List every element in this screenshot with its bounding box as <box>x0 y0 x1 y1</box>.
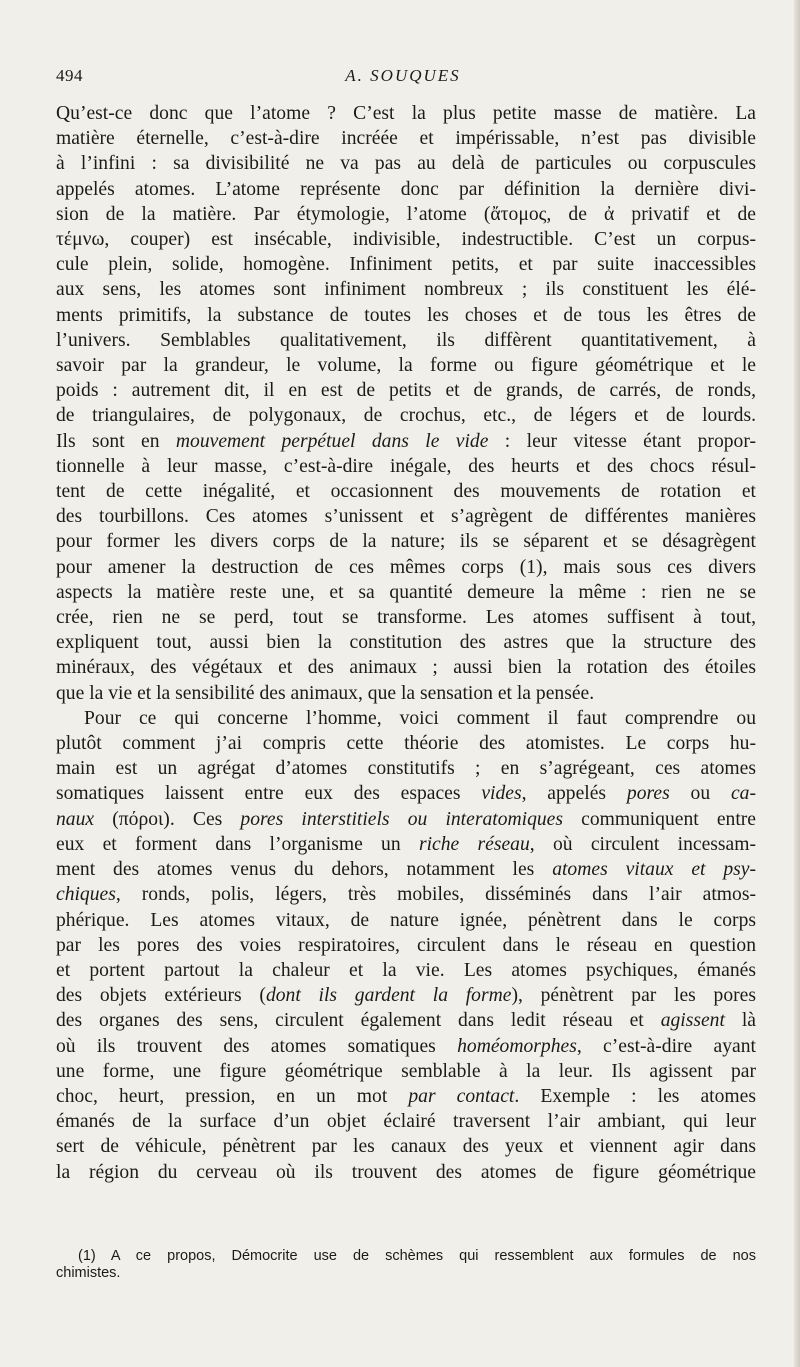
text-run: ment des atomes venus du dehors, notamment les <box>56 859 553 881</box>
italic-text: homéomorphes <box>457 1035 577 1057</box>
text-line: pour amener la destruction de ces mêmes corps (1), mais sous ces divers <box>56 556 756 578</box>
text-line: main est un agrégat d’atomes constitutifs ; en s’agrégeant, ces atomes <box>56 758 756 780</box>
italic-text: dont ils gardent la forme <box>265 985 512 1007</box>
page-number: 494 <box>56 66 83 85</box>
text-line: savoir par la grandeur, le volume, la forme ou figure géométrique et le <box>56 355 756 377</box>
text-run: ou <box>669 783 731 805</box>
text-line <box>56 429 756 454</box>
text-line: l’univers. Semblables qualitativement, ils diffèrent quantitativement, à <box>56 329 756 351</box>
footnote-line: chimistes. <box>56 1265 121 1281</box>
italic-text: atomes vitaux et psy- <box>552 859 756 881</box>
body-text <box>56 101 756 1185</box>
text-line <box>56 1008 756 1033</box>
text-line <box>56 832 756 857</box>
text-run: des organes des sens, circulent également dans ledit réseau et <box>56 1010 661 1032</box>
italic-text: pores interstitiels ou interatomiques <box>240 808 563 830</box>
italic-text: riche réseau <box>418 833 530 855</box>
text-run: Ils sont en <box>56 430 176 452</box>
italic-text: chiques <box>56 884 116 906</box>
text-line <box>56 781 756 806</box>
text-line: tent de cette inégalité, et occasionnent des mouvements de rotation et <box>56 481 756 503</box>
text-run: communiquent entre <box>563 808 756 830</box>
text-run: eux et forment dans l’organisme un <box>56 833 419 855</box>
text-run: : leur vitesse étant propor- <box>488 430 756 452</box>
text-line: une forme, une figure géométrique semblable à la leur. Ils agissent par <box>56 1060 756 1082</box>
text-line <box>56 983 756 1008</box>
text-line: à l’infini : sa divisibilité ne va pas au delà de particules ou corpuscules <box>56 153 756 175</box>
text-line <box>56 807 756 832</box>
text-line <box>56 882 756 907</box>
italic-text: par contact <box>408 1085 515 1107</box>
text-run: des objets extérieurs ( <box>56 985 266 1007</box>
italic-text: ca- <box>730 783 756 805</box>
text-run: là <box>724 1010 756 1032</box>
text-line: tionnelle à leur masse, c’est-à-dire inégale, des heurts et des chocs résul- <box>56 455 756 477</box>
text-line: minéraux, des végétaux et des animaux ; aussi bien la rotation des étoiles <box>56 657 756 679</box>
running-head: A. SOUQUES <box>345 66 461 85</box>
footnote <box>56 1248 756 1282</box>
text-line: que la vie et la sensibilité des animaux, que la sensation et la pensée. <box>56 682 595 704</box>
text-line: τέμνω, couper) est insécable, indivisible, indestructible. C’est un corpus- <box>56 229 756 251</box>
text-line: sert de véhicule, pénètrent par les canaux des yeux et viennent agir dans <box>56 1136 756 1158</box>
text-run: , ronds, polis, légers, très mobiles, disséminés dans l’air atmos- <box>115 884 756 906</box>
text-line: la région du cerveau où ils trouvent des atomes de figure géométrique <box>56 1161 756 1183</box>
text-line: plutôt comment j’ai compris cette théorie des atomistes. Le corps hu- <box>56 733 756 755</box>
text-run: somatiques laissent entre eux des espaces <box>56 783 482 805</box>
text-line: ments primitifs, la substance de toutes les choses et de tous les êtres de <box>56 304 756 326</box>
text-line: appelés atomes. L’atome représente donc par définition la dernière divi- <box>56 178 756 200</box>
text-line: pour former les divers corps de la nature; ils se séparent et se désagrègent <box>56 531 756 553</box>
italic-text: vides <box>481 783 522 805</box>
text-line: phérique. Les atomes vitaux, de nature ignée, pénètrent dans le corps <box>56 909 756 931</box>
text-line: de triangulaires, de polygonaux, de crochus, etc., de légers et de lourds. <box>56 405 756 427</box>
text-run: , où circulent incessam- <box>529 833 757 855</box>
text-run: , c’est-à-dire ayant <box>576 1035 756 1057</box>
text-line: poids : autrement dit, il en est de petits et de grands, de carrés, de ronds, <box>56 380 756 402</box>
text-line: par les pores des voies respiratoires, circulent dans le réseau en question <box>56 934 756 956</box>
text-line: expliquent tout, aussi bien la constitution des astres que la structure des <box>56 632 756 654</box>
paragraph-2 <box>56 706 756 1185</box>
text-line: émanés de la surface d’un objet éclairé traversent l’air ambiant, qui leur <box>56 1111 756 1133</box>
text-run: , appelés <box>521 783 627 805</box>
text-line: des tourbillons. Ces atomes s’unissent et s’agrègent de différentes manières <box>56 506 756 528</box>
italic-text: naux <box>56 808 95 830</box>
italic-text: pores <box>626 783 670 805</box>
text-line: aspects la matière reste une, et sa quantité demeure la même : rien ne se <box>56 581 756 603</box>
text-run: ), pénètrent par les pores <box>511 985 757 1007</box>
text-line: sion de la matière. Par étymologie, l’atome (ἄτομος, de ἀ privatif et de <box>56 203 756 225</box>
text-line: matière éternelle, c’est-à-dire incréée et impérissable, n’est pas divisible <box>56 128 756 150</box>
paragraph-1 <box>56 101 756 706</box>
text-line: Qu’est-ce donc que l’atome ? C’est la plus petite masse de matière. La <box>56 103 756 124</box>
text-run: où ils trouvent des atomes somatiques <box>56 1035 458 1057</box>
text-run: choc, heurt, pression, en un mot <box>56 1085 409 1107</box>
text-line <box>56 1084 756 1109</box>
text-line: aux sens, les atomes sont infiniment nombreux ; ils constituent les élé- <box>56 279 756 301</box>
footnote-line: (1) A ce propos, Démocrite use de schèmes qui ressemblent aux formules de nos <box>78 1248 756 1264</box>
text-run: (πόροι). Ces <box>94 808 241 830</box>
text-run: . Exemple : les atomes <box>514 1085 756 1107</box>
italic-text: agissent <box>660 1010 725 1032</box>
page-edge <box>794 0 800 1367</box>
text-line: Pour ce qui concerne l’homme, voici comment il faut comprendre ou <box>84 707 756 729</box>
text-line: crée, rien ne se perd, tout se transforme. Les atomes suffisent à tout, <box>56 607 756 629</box>
text-line <box>56 1034 756 1059</box>
text-line: et portent partout la chaleur et la vie. Les atomes psychiques, émanés <box>56 959 756 981</box>
text-line <box>56 857 756 882</box>
text-line: cule plein, solide, homogène. Infiniment petits, et par suite inaccessibles <box>56 254 756 276</box>
italic-text: mouvement perpétuel dans le vide <box>175 430 489 452</box>
page-header <box>56 66 750 90</box>
